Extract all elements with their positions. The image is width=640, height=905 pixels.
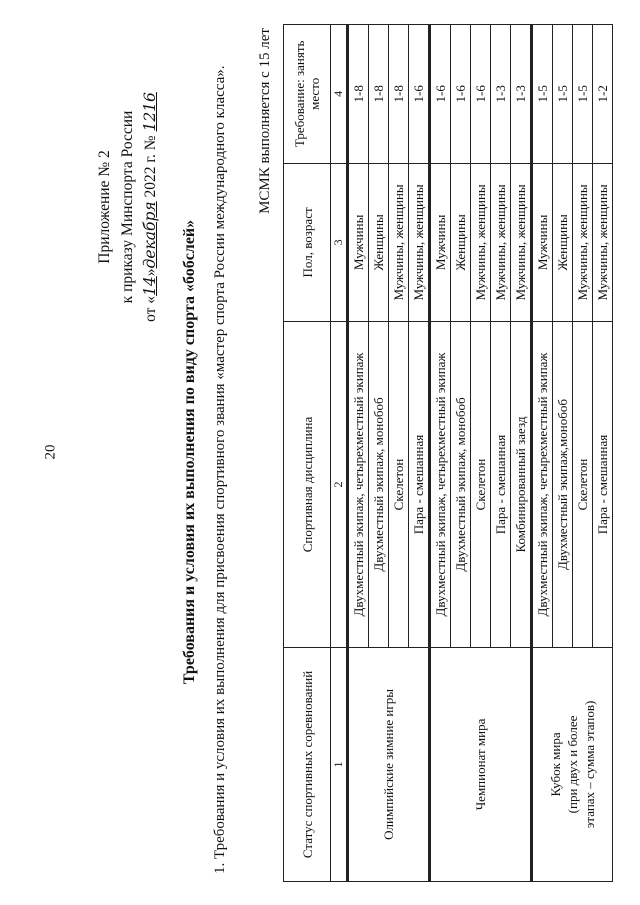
table-row <box>532 25 553 882</box>
place-cell: 1-3 <box>491 25 511 164</box>
discipline-cell: Пара - смешанная <box>409 322 430 648</box>
discipline-cell: Скелетон <box>471 322 491 648</box>
discipline-cell: Двухместный экипаж, монобоб <box>451 322 471 648</box>
place-cell: 1-6 <box>471 25 491 164</box>
competition-status-world-championship: Чемпионат мира <box>430 647 532 881</box>
world-cup-line-1: Кубок мира <box>548 732 563 797</box>
place-cell: 1-6 <box>451 25 471 164</box>
column-number: 2 <box>331 322 348 648</box>
sex-cell: Мужчины, женщины <box>471 163 491 321</box>
place-cell: 1-6 <box>430 25 451 164</box>
table-row <box>430 25 451 882</box>
column-number: 4 <box>331 25 348 164</box>
sex-cell: Мужчины <box>430 163 451 321</box>
sex-cell: Мужчины, женщины <box>389 163 409 321</box>
page-title: Требования и условия их выполнения по виду спорта «бобслей» <box>181 219 198 685</box>
sex-cell: Мужчины, женщины <box>573 163 593 321</box>
sex-cell: Мужчины <box>532 163 553 321</box>
place-cell: 1-5 <box>553 25 573 164</box>
discipline-cell: Комбинированный заезд <box>511 322 532 648</box>
table-header-row <box>284 25 331 882</box>
intro-paragraph: 1. Требования и условия их выполнения для присвоения спортивного звания «мастер спорта России международного класса». <box>212 65 228 874</box>
header-discipline: Спортивная дисциплина <box>284 322 331 648</box>
place-cell: 1-8 <box>348 25 369 164</box>
sex-cell: Мужчины, женщины <box>409 163 430 321</box>
sex-cell: Женщины <box>369 163 389 321</box>
document-page <box>85 12 610 892</box>
column-number-row <box>331 25 348 882</box>
table-row <box>348 25 369 882</box>
sex-cell: Мужчины, женщины <box>491 163 511 321</box>
order-date-line <box>139 42 162 372</box>
discipline-cell: Скелетон <box>389 322 409 648</box>
date-prefix: от « <box>142 295 159 322</box>
date-year: 2022 г. № <box>142 131 159 202</box>
date-mid: » <box>142 268 159 277</box>
appendix-header <box>93 42 162 372</box>
sex-cell: Мужчины, женщины <box>593 163 613 321</box>
sex-cell: Мужчины <box>348 163 369 321</box>
place-cell: 1-8 <box>389 25 409 164</box>
date-day: 14 <box>141 276 159 296</box>
order-reference: к приказу Минспорта России <box>119 110 136 304</box>
requirements-table <box>283 24 613 882</box>
appendix-title: Приложение № 2 <box>96 150 113 264</box>
discipline-cell: Скелетон <box>573 322 593 648</box>
place-cell: 1-5 <box>532 25 553 164</box>
discipline-cell: Пара - смешанная <box>491 322 511 648</box>
sex-cell: Женщины <box>451 163 471 321</box>
column-number: 3 <box>331 163 348 321</box>
world-cup-line-3: этапах – сумма этапов) <box>582 700 597 829</box>
place-cell: 1-6 <box>409 25 430 164</box>
header-status: Статус спортивных соревнований <box>284 647 331 881</box>
place-cell: 1-8 <box>369 25 389 164</box>
sex-cell: Мужчины, женщины <box>511 163 532 321</box>
discipline-cell: Двухместный экипаж, четырехместный экипаж <box>532 322 553 648</box>
place-cell: 1-3 <box>511 25 532 164</box>
competition-status-olympics: Олимпийские зимние игры <box>348 647 430 881</box>
place-cell: 1-5 <box>573 25 593 164</box>
header-requirement: Требование: занять место <box>284 25 331 164</box>
date-month: декабря <box>141 201 159 269</box>
discipline-cell: Пара - смешанная <box>593 322 613 648</box>
age-note: МСМК выполняется с 15 лет <box>257 28 273 214</box>
discipline-cell: Двухместный экипаж,монобоб <box>553 322 573 648</box>
header-sex-age: Пол, возраст <box>284 163 331 321</box>
sex-cell: Женщины <box>553 163 573 321</box>
world-cup-line-2: (при двух и более <box>565 715 580 814</box>
discipline-cell: Двухместный экипаж, четырехместный экипаж <box>430 322 451 648</box>
discipline-cell: Двухместный экипаж, монобоб <box>369 322 389 648</box>
column-number: 1 <box>331 647 348 881</box>
order-number: 1216 <box>141 92 159 132</box>
competition-status-world-cup <box>532 647 613 881</box>
page-number: 20 <box>42 444 59 460</box>
place-cell: 1-2 <box>593 25 613 164</box>
discipline-cell: Двухместный экипаж, четырехместный экипаж <box>348 322 369 648</box>
